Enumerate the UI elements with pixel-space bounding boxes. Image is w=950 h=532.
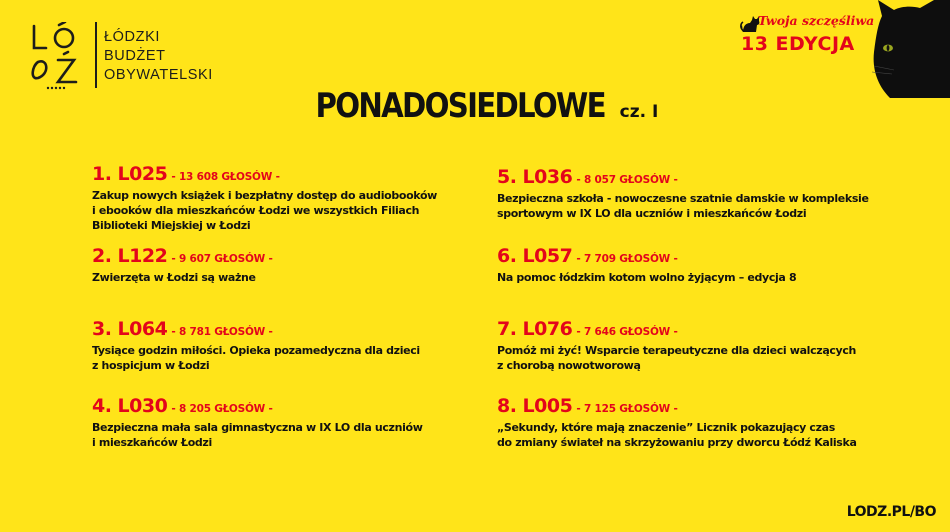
item-votes: - 9 607 GŁOSÓW - [171,253,273,265]
list-item [497,395,917,450]
badge-edition: 13 EDYCJA [741,33,855,55]
title-sub: cz. I [619,102,659,122]
page-title [0,86,950,126]
item-description: Bezpieczna mała sala gimnastyczna w IX LO dla uczniów i mieszkańców Łodzi [92,421,423,449]
list-item [92,163,472,233]
black-cat-icon [868,0,950,98]
item-description: Na pomoc łódzkim kotom wolno żyjącym – edycja 8 [497,271,797,284]
title-main: PONADOSIEDLOWE [315,86,605,126]
item-description: Zakup nowych książek i bezpłatny dostęp do audiobooków i ebooków dla mieszkańców Łodzi we wszystkich Filiach Biblioteki Miejskiej w Łodzi [92,189,437,232]
footer-url: LODZ.PL/BO [846,504,936,520]
item-rank-code: 7. L076 [497,318,573,340]
list-item [497,166,917,221]
list-item [497,245,917,285]
item-votes: - 7 646 GŁOSÓW - [576,326,678,338]
logo-line-3: OBYWATELSKI [104,67,213,83]
list-item [92,245,472,285]
item-votes: - 13 608 GŁOSÓW - [171,171,280,183]
item-votes: - 8 057 GŁOSÓW - [576,174,678,186]
item-rank-code: 6. L057 [497,245,573,267]
lodz-logo-icon [28,22,88,92]
logo-line-1: ŁÓDZKI [104,29,160,45]
item-rank-code: 3. L064 [92,318,168,340]
list-item [497,318,917,373]
item-rank-code: 1. L025 [92,163,168,185]
item-description: Tysiące godzin miłości. Opieka pozamedyczna dla dzieci z hospicjum w Łodzi [92,344,420,372]
item-description: „Sekundy, które mają znaczenie” Licznik pokazujący czas do zmiany świateł na skrzyżowaniu przy dworcu Łódź Kaliska [497,421,857,449]
item-rank-code: 8. L005 [497,395,573,417]
logo-wordmark [104,28,213,85]
item-rank-code: 2. L122 [92,245,168,267]
list-item [92,395,472,450]
item-votes: - 8 205 GŁOSÓW - [171,403,273,415]
item-rank-code: 4. L030 [92,395,168,417]
item-votes: - 7 709 GŁOSÓW - [576,253,678,265]
item-rank-code: 5. L036 [497,166,573,188]
item-description: Bezpieczna szkoła - nowoczesne szatnie damskie w kompleksie sportowym w IX LO dla uczniów i mieszkańców Łodzi [497,192,869,220]
list-item [92,318,472,373]
badge-tagline: Twoja szczęśliwa [758,13,875,28]
item-description: Zwierzęta w Łodzi są ważne [92,271,256,284]
item-votes: - 8 781 GŁOSÓW - [171,326,273,338]
logo-divider [95,22,97,88]
item-description: Pomóż mi żyć! Wsparcie terapeutyczne dla dzieci walczących z chorobą nowotworową [497,344,857,372]
item-votes: - 7 125 GŁOSÓW - [576,403,678,415]
logo-line-2: BUDŻET [104,48,166,64]
